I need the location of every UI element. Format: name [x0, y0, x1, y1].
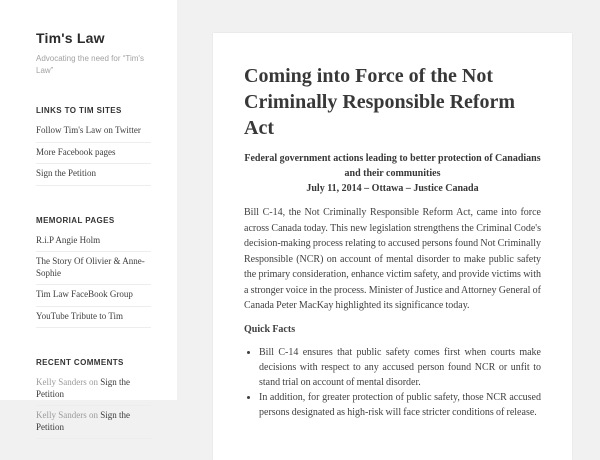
article-card: [213, 33, 572, 460]
article-title: Coming into Force of the Not Criminally Responsible Reform Act: [244, 65, 516, 139]
sidebar-link-facebook-pages[interactable]: More Facebook pages: [36, 146, 116, 157]
comment-connector: on: [89, 410, 98, 420]
list-item: [36, 143, 151, 165]
widget-heading: MEMORIAL PAGES: [36, 215, 115, 225]
sidebar-link-sign-petition[interactable]: Sign the Petition: [36, 168, 97, 178]
widget-links-to-tim-sites: [36, 106, 151, 186]
comment-post-link[interactable]: Sign the Petition: [36, 377, 131, 399]
quick-fact-item: • Bill C-14 ensures that public safety comes first when courts make decisions with respect to any accused person found NCR or unfit to stand trial on account of mental disorder.: [259, 345, 541, 390]
comment-connector: on: [89, 377, 98, 387]
subtitle-line: Federal government actions leading to better protection of Canadians and their communities: [244, 153, 541, 179]
comment-author: Kelly Sanders: [36, 410, 87, 420]
quick-fact-item: • In addition, for greater protection of public safety, those NCR accused persons designated as high-risk will face stricter conditions of release.: [259, 390, 541, 420]
list-item: [36, 121, 151, 143]
widget-link-list: [36, 231, 151, 329]
comment-author: Kelly Sanders: [36, 377, 87, 387]
comment-list: [36, 373, 151, 439]
site-title[interactable]: Tim's Law: [36, 30, 105, 46]
comment-item: [36, 373, 151, 406]
content-area: [177, 0, 600, 418]
comment-item: [36, 406, 151, 439]
list-item: [36, 285, 151, 307]
sidebar-link-rip-angie-holm[interactable]: R.i.P Angie Holm: [36, 234, 101, 245]
widget-recent-comments: [36, 358, 151, 439]
widget-heading: LINKS TO TIM SITES: [36, 106, 122, 115]
widget-memorial-pages: [36, 216, 151, 329]
article-body: [244, 205, 541, 420]
list-item: [36, 231, 151, 253]
article-subtitle: [244, 151, 541, 196]
site-tagline: Advocating the need for “Tim's Law”: [36, 54, 144, 75]
sidebar-link-twitter[interactable]: Follow Tim's Law on Twitter: [36, 125, 141, 135]
sidebar-link-youtube-tribute[interactable]: YouTube Tribute to Tim: [36, 310, 124, 321]
sidebar-link-tim-law-facebook-group[interactable]: Tim Law FaceBook Group: [36, 289, 133, 299]
list-item: [36, 307, 151, 329]
widget-link-list: [36, 121, 151, 186]
sidebar-link-story-olivier-anne-sophie[interactable]: The Story Of Olivier & Anne-Sophie: [36, 256, 145, 278]
subtitle-dateline: July 11, 2014 – Ottawa – Justice Canada: [306, 183, 479, 194]
comment-post-link[interactable]: Sign the Petition: [36, 410, 131, 432]
list-item: [36, 252, 151, 285]
sidebar: [0, 0, 177, 432]
article-paragraph: Bill C-14, the Not Criminally Responsible Reform Act, came into force across Canada today. This new legislation strengthens the Criminal Code's decision-making process relating to accused persons found Not Criminally Responsible (NCR) on account of mental disorder to make public safety the primary consideration, enhance victim safety, and provide victims with a stronger voice in the process. Minister of Justice and Attorney General of Canada Peter MacKay highlighted its significance today.: [244, 207, 541, 311]
quick-facts-heading: Quick Facts: [244, 323, 296, 335]
widget-heading: RECENT COMMENTS: [36, 358, 124, 367]
list-item: [36, 164, 151, 186]
quick-facts-list: [244, 345, 541, 420]
